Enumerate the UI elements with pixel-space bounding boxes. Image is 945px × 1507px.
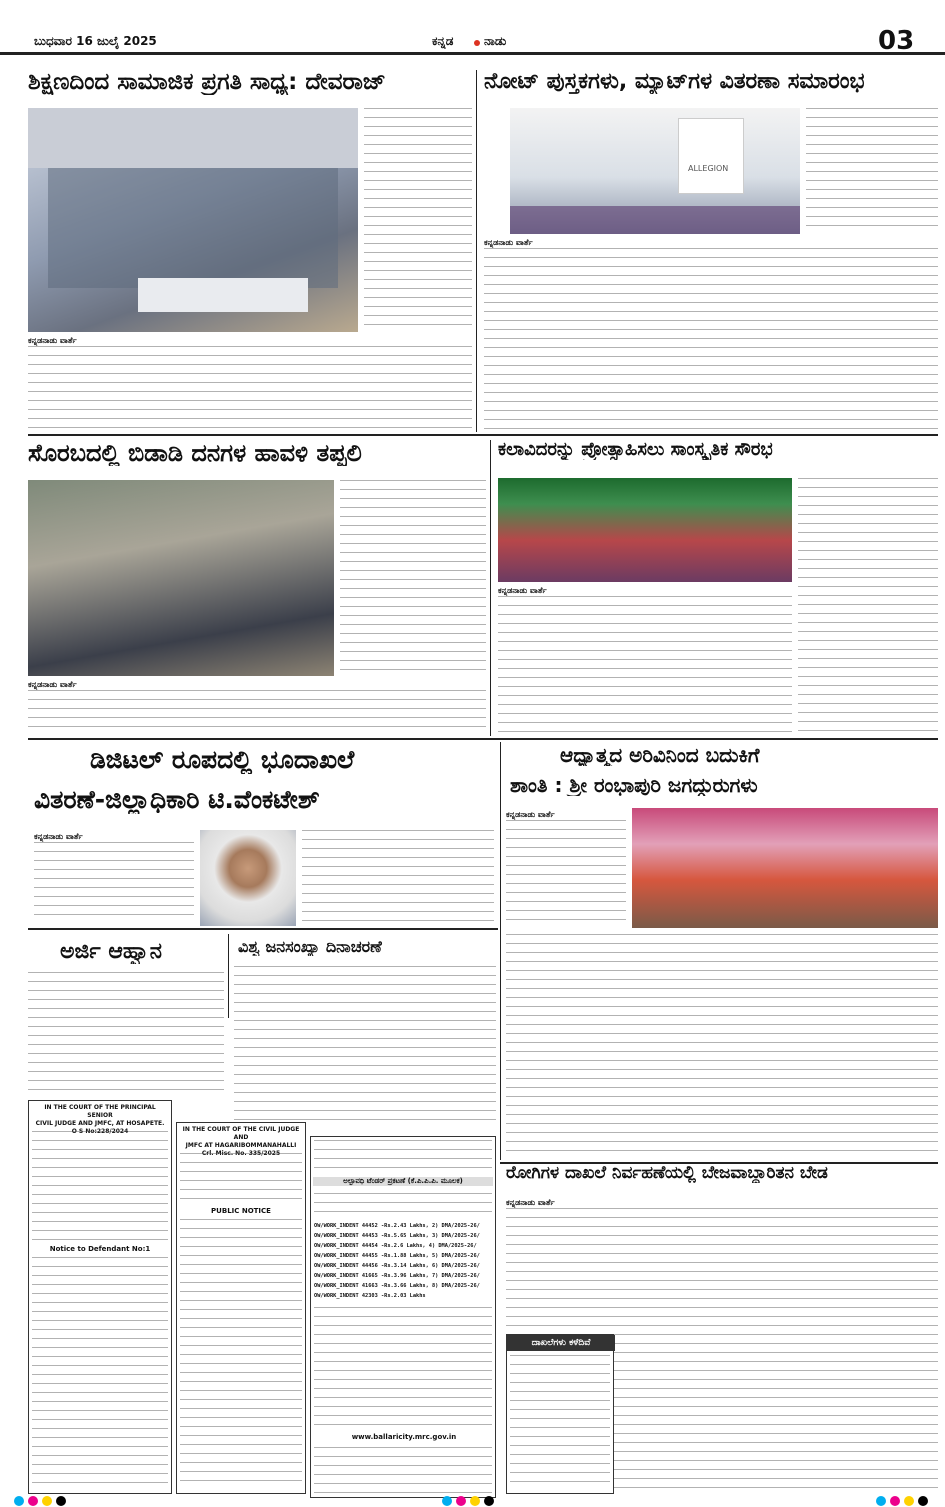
tender-notice	[310, 1136, 496, 1498]
court2-line-1: IN THE COURT OF THE CIVIL JUDGE AND	[182, 1126, 300, 1141]
headline-digital-records-2: ವಿತರಣೆ-ಜಿಲ್ಲಾಧಿಕಾರಿ ಟಿ.ವೆಂಕಟೇಶ್	[34, 786, 320, 814]
headline-cultural: ಕಲಾವಿದರನ್ನು ಪ್ರೋತ್ಸಾಹಿಸಲು ಸಾಂಸ್ಕೃತಿಕ ಸೌರಭ	[498, 440, 773, 460]
photo-collector	[200, 830, 296, 926]
court2-line-3: Crl. Misc. No. 335/2025	[201, 1150, 281, 1157]
photo-spiritual	[632, 808, 938, 928]
byline-digital-records: ಕನ್ನಡನಾಡು ವಾರ್ತೆ	[34, 832, 83, 841]
tender-row: OW/WORK_INDENT 42303 -Rs.2.03 Lakhs	[314, 1293, 426, 1299]
article-education-body	[28, 346, 472, 428]
page-number: 03	[878, 26, 915, 56]
paper-name-right: ನಾಡು	[484, 34, 507, 48]
headline-spiritual-1: ಆಧ್ಯಾತ್ಮದ ಅರಿವಿನಿಂದ ಬದುಕಿಗೆ	[560, 744, 760, 766]
byline-spiritual: ಕನ್ನಡನಾಡು ವಾರ್ತೆ	[506, 810, 555, 819]
court-notice-hosapete	[28, 1100, 172, 1494]
headline-patient-records: ರೋಗಿಗಳ ದಾಖಲೆ ನಿರ್ವಹಣೆಯಲ್ಲಿ ಬೇಜವಾಬ್ದಾರಿತನ ಬೇಡ	[506, 1164, 828, 1183]
headline-population-day: ವಿಶ್ವ ಜನಸಂಖ್ಯಾ ದಿನಾಚರಣೆ	[238, 938, 382, 956]
allegion-banner: ALLEGION	[688, 164, 729, 173]
tender-row: OW/WORK_INDENT 44456 -Rs.3.14 Lakhs, 6) DMA/2025-26/	[314, 1263, 480, 1269]
tender-row: OW/WORK_INDENT 41665 -Rs.3.96 Lakhs, 7) DMA/2025-26/	[314, 1273, 480, 1279]
issue-date: ಬುಧವಾರ 16 ಜುಲೈ 2025	[34, 34, 157, 48]
tender-row: OW/WORK_INDENT 44454 -Rs.2.6 Lakhs, 4) DMA/2025-26/	[314, 1243, 477, 1249]
headline-education: ಶಿಕ್ಷಣದಿಂದ ಸಾಮಾಜಿಕ ಪ್ರಗತಿ ಸಾಧ್ಯ: ದೇವರಾಜ್	[28, 70, 386, 95]
court1-line-1: IN THE COURT OF THE PRINCIPAL SENIOR	[44, 1104, 156, 1119]
article-stray-cattle-body	[28, 690, 486, 734]
masthead-rule	[0, 52, 945, 55]
headline-digital-records-1: ಡಿಜಿಟಲ್ ರೂಪದಲ್ಲಿ ಭೂದಾಖಲೆ	[90, 746, 355, 774]
byline-notebooks: ಕನ್ನಡನಾಡು ವಾರ್ತೆ	[484, 238, 533, 247]
photo-cultural	[498, 478, 792, 582]
tender-row: OW/WORK_INDENT 41663 -Rs.3.66 Lakhs, 8) DMA/2025-26/	[314, 1283, 480, 1289]
byline-cultural: ಕನ್ನಡನಾಡು ವಾರ್ತೆ	[498, 586, 547, 595]
court1-line-3: O S No:228/2024	[71, 1128, 129, 1135]
headline-notebooks: ನೋಟ್ ಪುಸ್ತಕಗಳು, ಮ್ಯಾಟ್‌ಗಳ ವಿತರಣಾ ಸಮಾರಂಭ	[484, 70, 865, 94]
article-cultural-body-right	[798, 478, 938, 734]
court2-line-2: JMFC AT HAGARIBOMMANAHALLI	[185, 1142, 297, 1149]
court1-line-2: CIVIL JUDGE AND JMFC, AT HOSAPETE.	[35, 1120, 165, 1127]
byline-stray-cattle: ಕನ್ನಡನಾಡು ವಾರ್ತೆ	[28, 680, 77, 689]
photo-education	[28, 108, 358, 332]
paper-name-left: ಕನ್ನಡ	[432, 34, 454, 48]
article-cultural-body	[498, 596, 792, 734]
article-digital-records-body-left	[34, 842, 194, 922]
lost-documents-title: ದಾಖಲೆಗಳು ಕಳೆದಿವೆ	[507, 1335, 615, 1351]
photo-stray-cattle	[28, 480, 334, 676]
tender-row: OW/WORK_INDENT 44452 -Rs.2.43 Lakhs, 2) DMA/2025-26/	[314, 1223, 480, 1229]
tender-title: ಅಲ್ಪಾವಧಿ ಟೆಂಡರ್ ಪ್ರಕಟಣೆ (ಕೆ.ಪಿ.ಪಿ.ಪಿ. ಮೂಲಕ)	[313, 1177, 493, 1186]
headline-spiritual-2: ಶಾಂತಿ : ಶ್ರೀ ರಂಭಾಪುರಿ ಜಗದ್ಗುರುಗಳು	[510, 774, 758, 796]
article-notebooks-body-right	[806, 108, 938, 234]
lost-documents-notice	[506, 1334, 614, 1494]
photo-notebooks	[510, 108, 800, 234]
byline-education: ಕನ್ನಡನಾಡು ವಾರ್ತೆ	[28, 336, 77, 345]
tender-rows	[314, 1221, 494, 1301]
article-spiritual-body	[506, 934, 938, 1158]
article-notebooks-body	[484, 248, 938, 430]
headline-application-invite: ಅರ್ಜಿ ಆಹ್ವಾನ	[60, 940, 163, 964]
headline-stray-cattle: ಸೊರಬದಲ್ಲಿ ಬಿಡಾಡಿ ದನಗಳ ಹಾವಳಿ ತಪ್ಪಲಿ	[28, 440, 362, 467]
court1-notice-title: Notice to Defendant No:1	[49, 1245, 151, 1253]
tender-row: OW/WORK_INDENT 44453 -Rs.5.65 Lakhs, 3) DMA/2025-26/	[314, 1233, 480, 1239]
article-digital-records-body-right	[302, 830, 494, 922]
court2-notice-title: PUBLIC NOTICE	[211, 1207, 271, 1215]
article-education-body-right	[364, 108, 472, 332]
article-spiritual-body-top	[506, 820, 626, 922]
tender-website: www.ballaricity.mrc.gov.in	[351, 1433, 457, 1441]
byline-patient-records: ಕನ್ನಡನಾಡು ವಾರ್ತೆ	[506, 1198, 555, 1207]
court-notice-hagaribommanahalli	[176, 1122, 306, 1494]
tender-row: OW/WORK_INDENT 44455 -Rs.1.88 Lakhs, 5) DMA/2025-26/	[314, 1253, 480, 1259]
article-stray-cattle-body-right	[340, 480, 486, 676]
article-population-body	[234, 966, 496, 1126]
paper-logo-dot	[474, 40, 480, 46]
masthead	[0, 26, 945, 56]
article-application-body	[28, 972, 224, 1094]
